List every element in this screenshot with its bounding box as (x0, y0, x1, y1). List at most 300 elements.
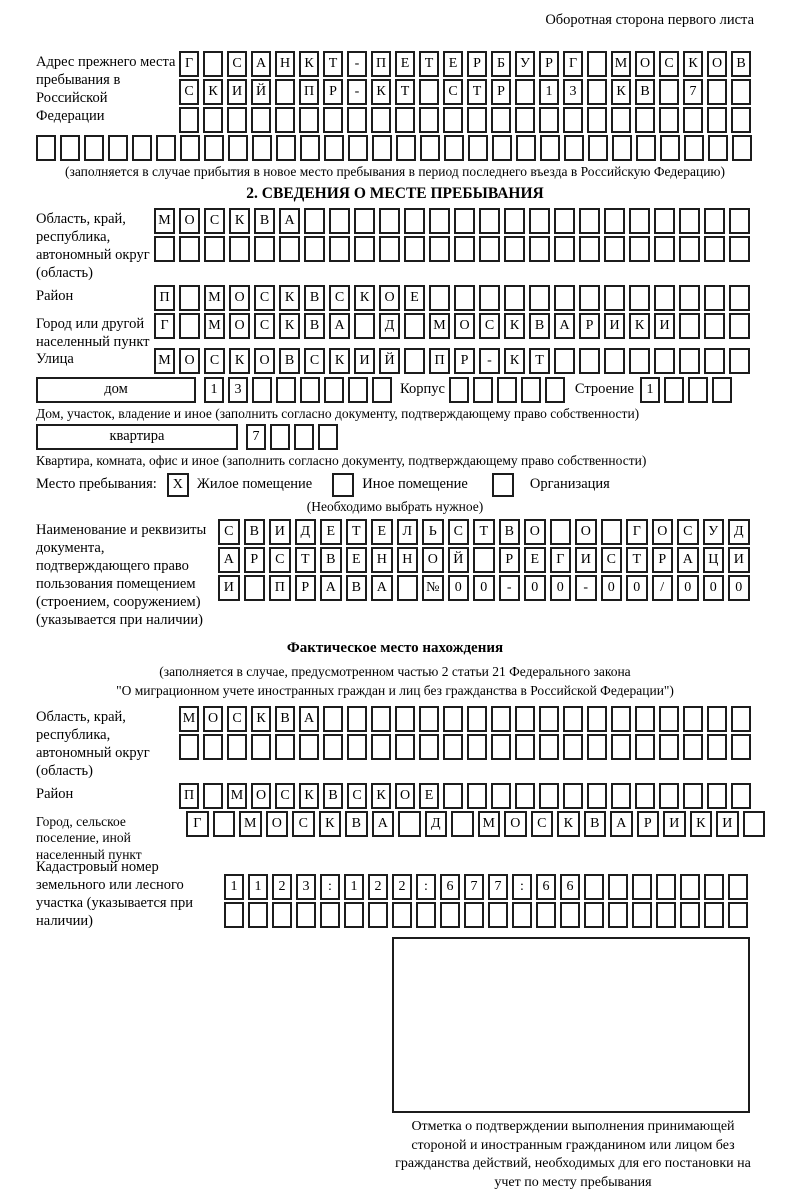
char-box[interactable]: В (275, 706, 295, 732)
char-box[interactable] (680, 902, 700, 928)
char-box[interactable] (228, 135, 248, 161)
char-box[interactable] (451, 811, 474, 837)
char-box[interactable] (656, 874, 676, 900)
char-box[interactable] (488, 902, 508, 928)
char-box[interactable]: П (179, 783, 199, 809)
char-box[interactable] (275, 79, 295, 105)
char-box[interactable]: 7 (464, 874, 484, 900)
char-box[interactable] (707, 79, 727, 105)
char-box[interactable] (515, 79, 535, 105)
char-box[interactable]: Д (425, 811, 448, 837)
char-box[interactable] (659, 107, 679, 133)
char-box[interactable]: А (372, 811, 395, 837)
char-box[interactable]: 2 (368, 874, 388, 900)
char-box[interactable]: К (371, 79, 391, 105)
char-box[interactable] (248, 902, 268, 928)
char-box[interactable] (659, 734, 679, 760)
char-box[interactable]: О (203, 706, 223, 732)
char-box[interactable] (539, 734, 559, 760)
char-box[interactable]: 1 (248, 874, 268, 900)
char-box[interactable] (395, 107, 415, 133)
char-box[interactable]: № (422, 575, 444, 601)
char-box[interactable] (279, 236, 300, 262)
char-box[interactable] (704, 208, 725, 234)
char-box[interactable]: Н (397, 547, 419, 573)
char-box[interactable] (632, 902, 652, 928)
char-box[interactable]: 0 (473, 575, 495, 601)
char-box[interactable] (539, 706, 559, 732)
char-box[interactable]: Д (379, 313, 400, 339)
char-box[interactable]: С (292, 811, 315, 837)
char-box[interactable] (440, 902, 460, 928)
char-box[interactable] (467, 706, 487, 732)
char-box[interactable] (227, 107, 247, 133)
char-box[interactable] (554, 348, 575, 374)
char-box[interactable]: 0 (626, 575, 648, 601)
char-box[interactable] (560, 902, 580, 928)
char-box[interactable] (372, 377, 392, 403)
char-box[interactable] (454, 285, 475, 311)
char-box[interactable]: А (320, 575, 342, 601)
char-box[interactable]: Й (251, 79, 271, 105)
char-box[interactable] (684, 135, 704, 161)
char-box[interactable] (728, 874, 748, 900)
char-box[interactable] (347, 734, 367, 760)
char-box[interactable] (545, 377, 565, 403)
char-box[interactable] (213, 811, 236, 837)
char-box[interactable] (579, 236, 600, 262)
char-box[interactable] (224, 902, 244, 928)
char-box[interactable] (564, 135, 584, 161)
char-box[interactable] (515, 706, 535, 732)
char-box[interactable] (729, 208, 750, 234)
char-box[interactable] (254, 236, 275, 262)
char-box[interactable] (707, 783, 727, 809)
char-box[interactable] (329, 236, 350, 262)
char-box[interactable] (584, 874, 604, 900)
char-box[interactable]: Д (295, 519, 317, 545)
char-box[interactable] (659, 783, 679, 809)
char-box[interactable]: 1 (344, 874, 364, 900)
char-box[interactable] (227, 734, 247, 760)
char-box[interactable]: А (610, 811, 633, 837)
char-box[interactable]: К (329, 348, 350, 374)
char-box[interactable] (604, 348, 625, 374)
char-box[interactable]: Е (419, 783, 439, 809)
char-box[interactable]: В (279, 348, 300, 374)
char-box[interactable] (587, 107, 607, 133)
char-box[interactable]: В (254, 208, 275, 234)
char-box[interactable] (396, 135, 416, 161)
char-box[interactable] (608, 874, 628, 900)
char-box[interactable] (179, 313, 200, 339)
char-box[interactable] (397, 575, 419, 601)
char-box[interactable] (554, 236, 575, 262)
char-box[interactable] (629, 236, 650, 262)
char-box[interactable]: - (347, 51, 367, 77)
char-box[interactable] (398, 811, 421, 837)
char-box[interactable]: Е (320, 519, 342, 545)
char-box[interactable] (587, 783, 607, 809)
char-box[interactable]: В (346, 575, 368, 601)
char-box[interactable] (659, 706, 679, 732)
char-box[interactable]: Т (473, 519, 495, 545)
char-box[interactable]: : (320, 874, 340, 900)
char-box[interactable]: С (601, 547, 623, 573)
char-box[interactable]: А (279, 208, 300, 234)
char-box[interactable]: К (229, 348, 250, 374)
char-box[interactable]: 0 (703, 575, 725, 601)
char-box[interactable]: М (179, 706, 199, 732)
char-box[interactable] (203, 51, 223, 77)
char-box[interactable]: Г (154, 313, 175, 339)
char-box[interactable] (473, 547, 495, 573)
char-box[interactable] (108, 135, 128, 161)
char-box[interactable]: Й (379, 348, 400, 374)
char-box[interactable] (611, 107, 631, 133)
char-box[interactable] (504, 208, 525, 234)
char-box[interactable] (347, 706, 367, 732)
char-box[interactable] (203, 734, 223, 760)
char-box[interactable]: И (354, 348, 375, 374)
char-box[interactable]: У (515, 51, 535, 77)
char-box[interactable] (354, 236, 375, 262)
char-box[interactable]: 1 (204, 377, 224, 403)
char-box[interactable]: О (179, 208, 200, 234)
char-box[interactable] (323, 107, 343, 133)
char-box[interactable]: Н (371, 547, 393, 573)
char-box[interactable] (704, 902, 724, 928)
char-box[interactable] (454, 236, 475, 262)
char-box[interactable]: К (504, 313, 525, 339)
char-box[interactable] (611, 734, 631, 760)
char-box[interactable]: Т (346, 519, 368, 545)
char-box[interactable] (579, 285, 600, 311)
char-box[interactable]: С (531, 811, 554, 837)
char-box[interactable]: Ц (703, 547, 725, 573)
char-box[interactable]: И (663, 811, 686, 837)
char-box[interactable]: С (304, 348, 325, 374)
char-box[interactable]: 2 (392, 874, 412, 900)
char-box[interactable] (611, 783, 631, 809)
char-box[interactable]: Т (529, 348, 550, 374)
char-box[interactable] (587, 79, 607, 105)
char-box[interactable] (318, 424, 338, 450)
char-box[interactable]: 1 (539, 79, 559, 105)
char-box[interactable]: Т (295, 547, 317, 573)
char-box[interactable] (204, 135, 224, 161)
char-box[interactable] (419, 79, 439, 105)
char-box[interactable] (272, 902, 292, 928)
checkbox-residential[interactable]: X (167, 473, 189, 497)
char-box[interactable] (464, 902, 484, 928)
char-box[interactable] (729, 236, 750, 262)
char-box[interactable] (504, 285, 525, 311)
char-box[interactable]: Т (323, 51, 343, 77)
char-box[interactable]: 0 (728, 575, 750, 601)
char-box[interactable] (679, 313, 700, 339)
char-box[interactable] (728, 902, 748, 928)
char-box[interactable]: 3 (563, 79, 583, 105)
char-box[interactable] (443, 734, 463, 760)
char-box[interactable] (563, 107, 583, 133)
char-box[interactable] (536, 902, 556, 928)
char-box[interactable] (479, 208, 500, 234)
char-box[interactable]: - (499, 575, 521, 601)
char-box[interactable] (179, 107, 199, 133)
char-box[interactable]: Б (491, 51, 511, 77)
char-box[interactable] (132, 135, 152, 161)
char-box[interactable] (512, 902, 532, 928)
char-box[interactable]: М (227, 783, 247, 809)
char-box[interactable] (270, 424, 290, 450)
char-box[interactable]: К (203, 79, 223, 105)
char-box[interactable]: Р (295, 575, 317, 601)
char-box[interactable]: К (229, 208, 250, 234)
char-box[interactable] (395, 706, 415, 732)
char-box[interactable] (419, 706, 439, 732)
char-box[interactable]: Р (491, 79, 511, 105)
char-box[interactable]: Г (179, 51, 199, 77)
char-box[interactable]: - (479, 348, 500, 374)
char-box[interactable] (156, 135, 176, 161)
char-box[interactable] (515, 783, 535, 809)
char-box[interactable]: С (254, 285, 275, 311)
char-box[interactable]: А (371, 575, 393, 601)
char-box[interactable]: М (154, 208, 175, 234)
char-box[interactable]: - (575, 575, 597, 601)
char-box[interactable] (179, 285, 200, 311)
char-box[interactable]: 6 (440, 874, 460, 900)
char-box[interactable] (612, 135, 632, 161)
char-box[interactable] (275, 107, 295, 133)
char-box[interactable] (299, 734, 319, 760)
char-box[interactable] (323, 734, 343, 760)
char-box[interactable]: У (703, 519, 725, 545)
char-box[interactable] (60, 135, 80, 161)
char-box[interactable] (444, 135, 464, 161)
char-box[interactable]: О (635, 51, 655, 77)
char-box[interactable] (404, 236, 425, 262)
char-box[interactable]: К (371, 783, 391, 809)
char-box[interactable] (731, 783, 751, 809)
char-box[interactable]: С (269, 547, 291, 573)
char-box[interactable]: 0 (601, 575, 623, 601)
char-box[interactable]: М (204, 285, 225, 311)
char-box[interactable] (348, 135, 368, 161)
char-box[interactable]: К (683, 51, 703, 77)
char-box[interactable]: С (448, 519, 470, 545)
char-box[interactable] (420, 135, 440, 161)
char-box[interactable]: 1 (640, 377, 660, 403)
char-box[interactable]: М (429, 313, 450, 339)
char-box[interactable] (554, 208, 575, 234)
char-box[interactable]: О (707, 51, 727, 77)
char-box[interactable] (468, 135, 488, 161)
char-box[interactable]: К (504, 348, 525, 374)
char-box[interactable] (654, 236, 675, 262)
char-box[interactable]: Й (448, 547, 470, 573)
char-box[interactable] (36, 135, 56, 161)
char-box[interactable] (473, 377, 493, 403)
char-box[interactable]: К (299, 783, 319, 809)
char-box[interactable] (300, 135, 320, 161)
char-box[interactable]: С (347, 783, 367, 809)
char-box[interactable]: Д (728, 519, 750, 545)
char-box[interactable] (368, 902, 388, 928)
char-box[interactable]: О (454, 313, 475, 339)
char-box[interactable] (579, 208, 600, 234)
char-box[interactable]: Е (346, 547, 368, 573)
char-box[interactable] (635, 706, 655, 732)
char-box[interactable] (515, 734, 535, 760)
char-box[interactable] (704, 313, 725, 339)
char-box[interactable]: О (575, 519, 597, 545)
char-box[interactable] (731, 706, 751, 732)
char-box[interactable] (604, 236, 625, 262)
char-box[interactable]: А (251, 51, 271, 77)
char-box[interactable]: А (218, 547, 240, 573)
char-box[interactable]: 7 (488, 874, 508, 900)
char-box[interactable]: А (329, 313, 350, 339)
char-box[interactable] (608, 902, 628, 928)
char-box[interactable] (479, 285, 500, 311)
char-box[interactable]: И (269, 519, 291, 545)
char-box[interactable] (443, 107, 463, 133)
char-box[interactable] (732, 135, 752, 161)
char-box[interactable] (419, 107, 439, 133)
checkbox-other-premises[interactable] (332, 473, 354, 497)
char-box[interactable]: П (429, 348, 450, 374)
char-box[interactable] (203, 107, 223, 133)
char-box[interactable] (654, 348, 675, 374)
char-box[interactable] (252, 135, 272, 161)
char-box[interactable]: Г (563, 51, 583, 77)
char-box[interactable]: К (354, 285, 375, 311)
char-box[interactable]: В (320, 547, 342, 573)
char-box[interactable]: С (275, 783, 295, 809)
char-box[interactable]: К (557, 811, 580, 837)
char-box[interactable] (419, 734, 439, 760)
char-box[interactable] (656, 902, 676, 928)
char-box[interactable] (443, 706, 463, 732)
char-box[interactable]: И (716, 811, 739, 837)
char-box[interactable]: В (304, 285, 325, 311)
char-box[interactable]: И (227, 79, 247, 105)
char-box[interactable] (251, 107, 271, 133)
char-box[interactable] (679, 348, 700, 374)
char-box[interactable] (588, 135, 608, 161)
char-box[interactable]: Л (397, 519, 419, 545)
char-box[interactable]: Е (443, 51, 463, 77)
char-box[interactable] (324, 135, 344, 161)
char-box[interactable] (707, 706, 727, 732)
char-box[interactable] (683, 107, 703, 133)
char-box[interactable] (584, 902, 604, 928)
char-box[interactable] (324, 377, 344, 403)
char-box[interactable]: И (575, 547, 597, 573)
char-box[interactable]: О (652, 519, 674, 545)
char-box[interactable]: К (251, 706, 271, 732)
char-box[interactable] (276, 377, 296, 403)
char-box[interactable] (660, 135, 680, 161)
char-box[interactable] (504, 236, 525, 262)
char-box[interactable] (704, 874, 724, 900)
char-box[interactable] (454, 208, 475, 234)
char-box[interactable]: Г (626, 519, 648, 545)
char-box[interactable] (540, 135, 560, 161)
char-box[interactable] (294, 424, 314, 450)
char-box[interactable]: С (254, 313, 275, 339)
char-box[interactable] (251, 734, 271, 760)
char-box[interactable]: О (254, 348, 275, 374)
char-box[interactable] (492, 135, 512, 161)
char-box[interactable]: И (654, 313, 675, 339)
char-box[interactable]: 0 (677, 575, 699, 601)
char-box[interactable] (707, 734, 727, 760)
char-box[interactable] (404, 208, 425, 234)
char-box[interactable]: В (635, 79, 655, 105)
char-box[interactable] (550, 519, 572, 545)
char-box[interactable] (371, 706, 391, 732)
char-box[interactable] (712, 377, 732, 403)
char-box[interactable]: 3 (296, 874, 316, 900)
char-box[interactable]: В (345, 811, 368, 837)
char-box[interactable]: О (229, 313, 250, 339)
char-box[interactable] (497, 377, 517, 403)
char-box[interactable]: Е (395, 51, 415, 77)
char-box[interactable] (654, 285, 675, 311)
char-box[interactable] (347, 107, 367, 133)
char-box[interactable]: Т (395, 79, 415, 105)
char-box[interactable]: С (329, 285, 350, 311)
char-box[interactable]: К (279, 313, 300, 339)
char-box[interactable]: А (554, 313, 575, 339)
char-box[interactable]: Т (419, 51, 439, 77)
char-box[interactable] (521, 377, 541, 403)
char-box[interactable] (515, 107, 535, 133)
char-box[interactable] (659, 79, 679, 105)
char-box[interactable] (683, 734, 703, 760)
char-box[interactable]: В (304, 313, 325, 339)
char-box[interactable]: Г (186, 811, 209, 837)
char-box[interactable] (467, 734, 487, 760)
char-box[interactable] (203, 783, 223, 809)
char-box[interactable]: / (652, 575, 674, 601)
char-box[interactable] (329, 208, 350, 234)
char-box[interactable] (679, 285, 700, 311)
char-box[interactable]: Р (637, 811, 660, 837)
char-box[interactable]: Е (524, 547, 546, 573)
char-box[interactable]: Т (467, 79, 487, 105)
char-box[interactable]: Г (550, 547, 572, 573)
char-box[interactable] (563, 734, 583, 760)
char-box[interactable] (275, 734, 295, 760)
char-box[interactable]: С (677, 519, 699, 545)
char-box[interactable]: И (728, 547, 750, 573)
char-box[interactable]: : (512, 874, 532, 900)
char-box[interactable] (629, 208, 650, 234)
char-box[interactable]: В (323, 783, 343, 809)
char-box[interactable] (179, 236, 200, 262)
char-box[interactable]: К (279, 285, 300, 311)
char-box[interactable]: Р (467, 51, 487, 77)
char-box[interactable]: К (690, 811, 713, 837)
char-box[interactable]: 0 (524, 575, 546, 601)
char-box[interactable] (372, 135, 392, 161)
char-box[interactable] (635, 734, 655, 760)
char-box[interactable] (416, 902, 436, 928)
